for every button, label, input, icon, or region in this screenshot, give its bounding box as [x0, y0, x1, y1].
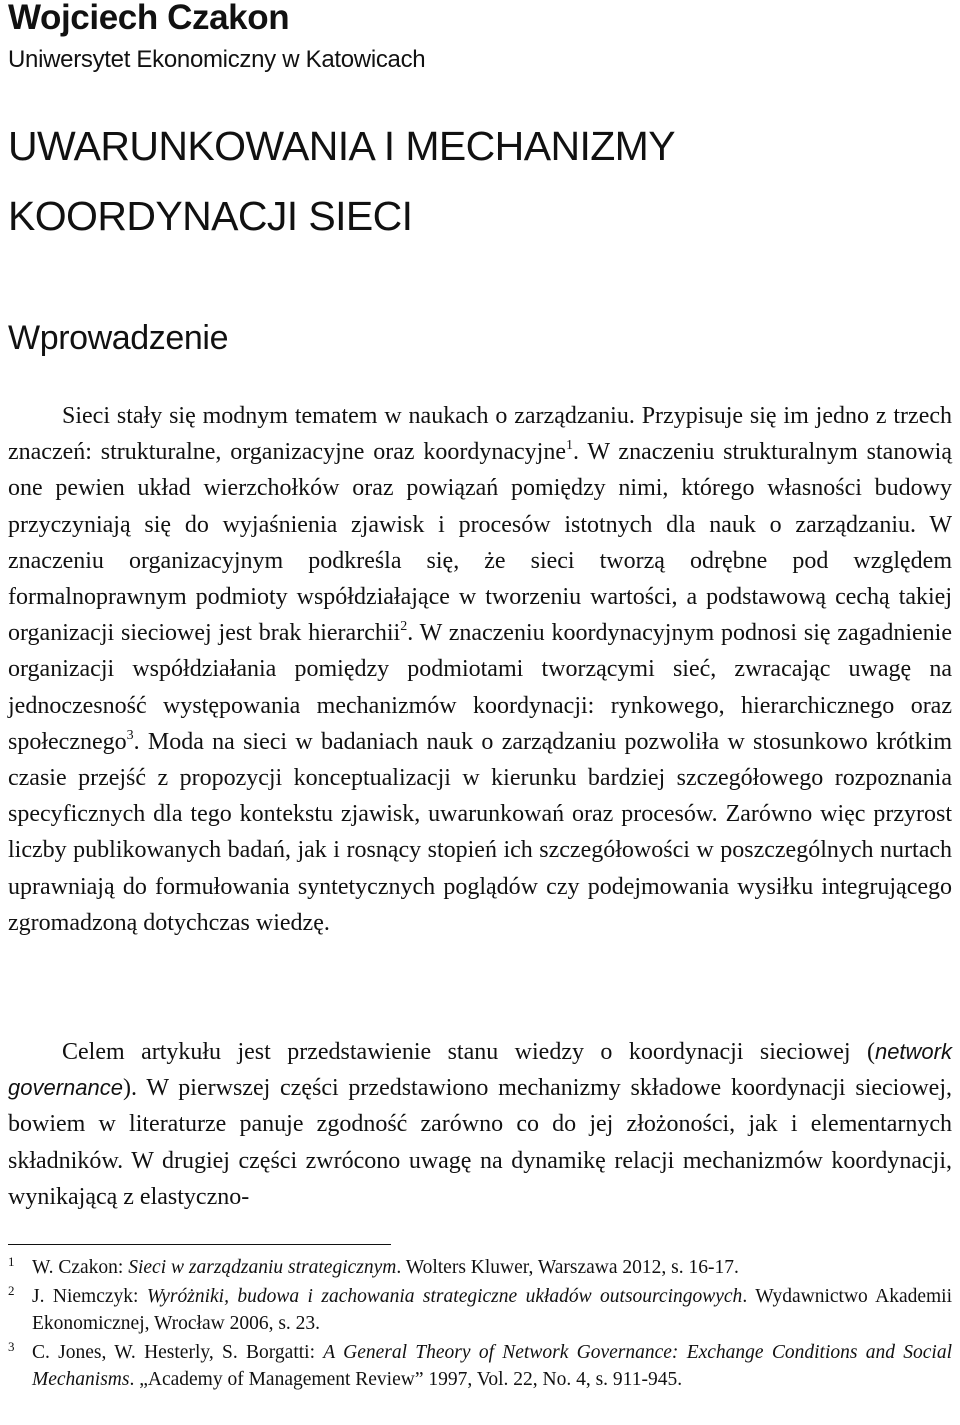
footnote-publisher: . „Academy of Management Review” 1997, Vol. 22, No. 4, s. 911-945.: [129, 1369, 683, 1390]
paragraph-text: . W znaczeniu koordynacyjnym podnosi się zagadnienie organizacji współdziałania pomiędzy podmiotami tworzącymi sieć, zwracając uwagę na jednoczesność występowania mechanizmów koordynacji: rynkowego, hierarchicznego oraz społecznego: [8, 620, 952, 755]
footnote-number: 2: [8, 1283, 15, 1298]
footnote-publisher: . Wolters Kluwer, Warszawa 2012, s. 16-17.: [396, 1257, 739, 1278]
footnote-publisher: . Wydawnictwo Akademii Ekonomicznej, Wrocław 2006, s. 23.: [32, 1286, 953, 1334]
footnote-ref-3[interactable]: 3: [126, 727, 134, 743]
section-heading: Wprowadzenie: [8, 319, 229, 357]
footnote-title: A General Theory of Network Governance: Exchange Conditions and Social Mechanisms: [32, 1342, 953, 1390]
paragraph-text: . Moda na sieci w badaniach nauk o zarządzaniu pozwoliła w stosunkowo krótkim czasie przejść z propozycji konceptualizacji w kierunku bardziej szczegółowego rozpoznania specyficznych dla tego kontekstu zjawisk, uwarunkowań oraz procesów. Zarówno więc przyrost liczby publikowanych badań, jak i rosnący stopień ich szczegółowości w poszczególnych nurtach uprawniają do formułowania syntetycznych poglądów czy podejmowania wysiłku integrującego zgromadzoną dotychczas wiedzę.: [8, 728, 952, 936]
footnote-separator: [8, 1244, 391, 1245]
intro-paragraph-2: [8, 1034, 952, 1215]
footnotes: [8, 1254, 952, 1393]
footnote-ref-2[interactable]: 2: [400, 619, 408, 635]
paragraph-text: . W znaczeniu strukturalnym stanowią one pewien układ wierzchołków oraz powiązań pomiędzy nimi, którego własności budowy przyczyniają się do wyjaśnienia zjawisk i procesów istotnych dla nauk o zarządzaniu. W znaczeniu organizacyjnym podkreśla się, że sieci tworzą odrębne pod względem formalnoprawnym podmioty współdziałające w tworzeniu wartości, a podstawową cechą takiej organizacji sieciowej jest brak hierarchii: [8, 439, 952, 647]
italic-term: network governance: [8, 1039, 952, 1101]
footnote-title: Sieci w zarządzaniu strategicznym: [128, 1257, 397, 1278]
footnote-number: 1: [8, 1254, 15, 1269]
author-affiliation: Uniwersytet Ekonomiczny w Katowicach: [8, 46, 426, 73]
intro-paragraph-1: [8, 398, 952, 941]
article-title-line-2: KOORDYNACJI SIECI: [8, 193, 413, 239]
paragraph-text: Celem artykułu jest przedstawienie stanu wiedzy o koordynacji sieciowej (: [62, 1039, 875, 1065]
footnote-author: J. Niemczyk:: [32, 1286, 147, 1307]
paragraph-text: ). W pierwszej części przedstawiono mechanizmy składowe koordynacji sieciowej, bowiem w literaturze panuje zgodność zarówno co do jej złożoności, jak i elementarnych składników. W drugiej części zwrócono uwagę na dynamikę relacji mechanizmów koordynacji, wynikającą z elastyczno-: [8, 1075, 952, 1210]
article-title-line-1: UWARUNKOWANIA I MECHANIZMY: [8, 123, 675, 169]
footnote-author: C. Jones, W. Hesterly, S. Borgatti:: [32, 1342, 324, 1363]
author-name: Wojciech Czakon: [8, 0, 290, 37]
footnote-number: 3: [8, 1339, 15, 1354]
paragraph-text: Sieci stały się modnym tematem w naukach o zarządzaniu. Przypisuje się im jedno z trzech znaczeń: strukturalne, organizacyjne oraz koordynacyjne: [8, 403, 952, 466]
footnote-title: Wyróżniki, budowa i zachowania strategiczne układów outsourcingowych: [146, 1286, 743, 1307]
footnote-1: [8, 1254, 952, 1281]
footnote-3: [8, 1339, 952, 1393]
footnote-ref-1[interactable]: 1: [565, 438, 573, 454]
footnote-author: W. Czakon:: [32, 1257, 129, 1278]
footnote-2: [8, 1283, 952, 1337]
